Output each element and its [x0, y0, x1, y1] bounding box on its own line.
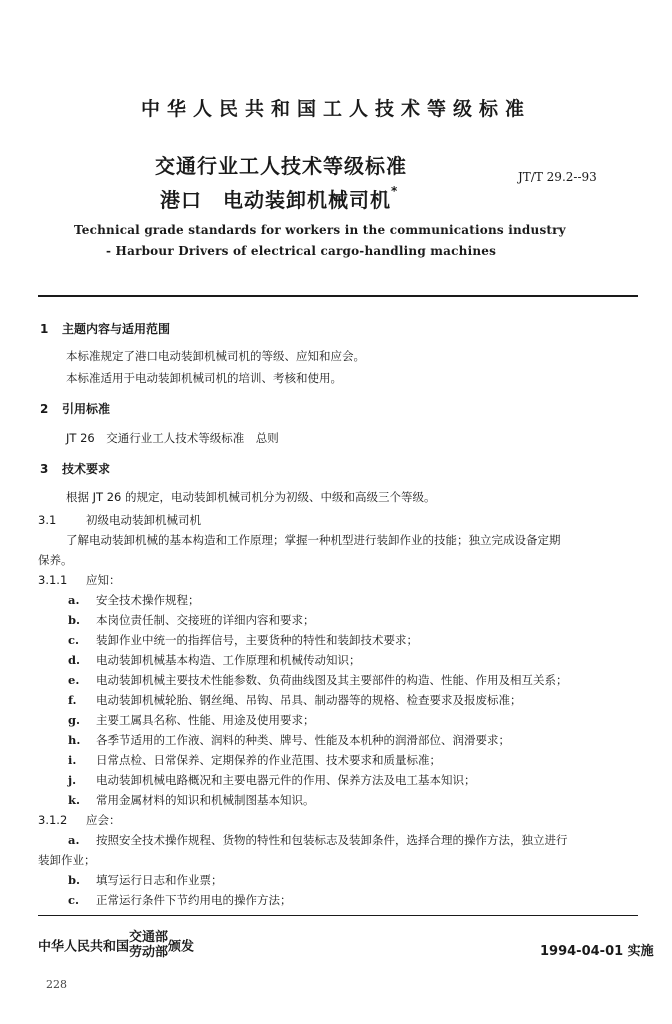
- list-letter: i.: [68, 753, 77, 767]
- list-item: [68, 692, 522, 708]
- list-item: [68, 772, 476, 788]
- list-text: 日常点检、日常保养、定期保养的作业范围、技术要求和质量标准；: [96, 753, 441, 767]
- paragraph: JT 26 交通行业工人技术等级标准 总则: [66, 431, 279, 445]
- list-item: [68, 892, 292, 908]
- list-text: 安全技术操作规程；: [96, 593, 200, 607]
- title-line-2: [160, 184, 398, 213]
- section-number: 3: [40, 462, 49, 476]
- title-line-1: 交通行业工人技术等级标准: [155, 154, 407, 178]
- list-text: 填写运行日志和作业票；: [96, 873, 223, 887]
- list-letter: f.: [68, 693, 77, 707]
- issuer-prefix: 中华人民共和国: [38, 939, 130, 955]
- list-item: [68, 672, 568, 688]
- list-item: [68, 732, 510, 748]
- list-letter: b.: [68, 613, 81, 627]
- subsection-title: 初级电动装卸机械司机: [86, 513, 201, 527]
- paragraph: 根据 JT 26 的规定，电动装卸机械司机分为初级、中级和高级三个等级。: [66, 490, 436, 504]
- list-letter: j.: [68, 773, 77, 787]
- list-letter: c.: [68, 893, 80, 907]
- list-item-continuation: [38, 852, 96, 868]
- english-title-line-2: - Harbour Drivers of electrical cargo-handling machines: [106, 244, 497, 258]
- paragraph: 本标准规定了港口电动装卸机械司机的等级、应知和应会。: [66, 349, 365, 363]
- section-number: 1: [40, 322, 49, 336]
- list-text: 装卸作业；: [38, 853, 96, 867]
- paragraph-continuation: 保养。: [38, 553, 73, 567]
- subsection-number: 3.1.1: [38, 573, 68, 587]
- subsection-number: 3.1: [38, 513, 57, 527]
- page-number: 228: [46, 978, 67, 991]
- subsection-heading-3-1-2: [38, 812, 121, 828]
- section-title: 主题内容与适用范围: [62, 322, 171, 336]
- section-title: 引用标准: [62, 402, 111, 416]
- effective-date: 1994-04-01 实施: [540, 944, 654, 959]
- list-letter: b.: [68, 873, 81, 887]
- subsection-number: 3.1.2: [38, 813, 68, 827]
- subsection-title: 应知：: [86, 573, 121, 587]
- list-item: [68, 592, 200, 608]
- subsection-heading-3-1-1: [38, 572, 121, 588]
- list-item: [68, 792, 315, 808]
- list-item: [68, 712, 315, 728]
- list-letter: g.: [68, 713, 81, 727]
- list-text: 电动装卸机械主要技术性能参数、负荷曲线图及其主要部件的构造、性能、作用及相互关系；: [96, 673, 568, 687]
- list-letter: e.: [68, 673, 80, 687]
- paragraph: 本标准适用于电动装卸机械司机的培训、考核和使用。: [66, 371, 342, 385]
- section-title: 技术要求: [62, 462, 111, 476]
- list-text: 各季节适用的工作液、润料的种类、牌号、性能及本机种的润滑部位、润滑要求；: [96, 733, 510, 747]
- list-text: 电动装卸机械基本构造、工作原理和机械传动知识；: [96, 653, 361, 667]
- subsection-title: 应会：: [86, 813, 121, 827]
- list-text: 正常运行条件下节约用电的操作方法；: [96, 893, 292, 907]
- footer-divider: [38, 915, 638, 916]
- paragraph: 了解电动装卸机械的基本构造和工作原理；掌握一种机型进行装卸作业的技能；独立完成设备定期: [66, 533, 561, 547]
- issuer-suffix: 颁发: [168, 939, 195, 955]
- list-text: 电动装卸机械电路概况和主要电器元件的作用、保养方法及电工基本知识；: [96, 773, 476, 787]
- list-item: [68, 872, 223, 888]
- section-heading-3: [40, 460, 110, 477]
- list-letter: h.: [68, 733, 81, 747]
- list-text: 按照安全技术操作规程、货物的特性和包装标志及装卸条件，选择合理的操作方法，独立进行: [96, 833, 568, 847]
- list-letter: a.: [68, 593, 80, 607]
- subsection-heading-3-1: [38, 512, 201, 528]
- list-text: 电动装卸机械轮胎、钢丝绳、吊钩、吊具、制动器等的规格、检查要求及报废标准；: [96, 693, 522, 707]
- list-item: [68, 832, 568, 848]
- title-line-2-text: 港口 电动装卸机械司机: [160, 188, 391, 212]
- list-letter: d.: [68, 653, 81, 667]
- org-1: 交通部: [129, 930, 169, 945]
- list-text: 常用金属材料的知识和机械制图基本知识。: [96, 793, 315, 807]
- list-letter: a.: [68, 833, 80, 847]
- section-heading-1: [40, 320, 170, 337]
- english-title-line-1: Technical grade standards for workers in the communications industry: [74, 223, 566, 237]
- list-item: [68, 632, 418, 648]
- list-text: 本岗位责任制、交接班的详细内容和要求；: [96, 613, 315, 627]
- list-item: [68, 752, 441, 768]
- list-letter: c.: [68, 633, 80, 647]
- title-footnote-mark: *: [391, 184, 399, 198]
- issuer: [38, 930, 194, 960]
- header-divider: [38, 295, 638, 297]
- list-text: 主要工属具名称、性能、用途及使用要求；: [96, 713, 315, 727]
- list-letter: k.: [68, 793, 80, 807]
- standard-code: JT/T 29.2--93: [518, 170, 597, 184]
- list-item: [68, 652, 361, 668]
- standard-series-header: 中华人民共和国工人技术等级标准: [140, 98, 531, 120]
- list-text: 装卸作业中统一的指挥信号，主要货种的特性和装卸技术要求；: [96, 633, 418, 647]
- section-number: 2: [40, 402, 49, 416]
- list-item: [68, 612, 315, 628]
- section-heading-2: [40, 400, 110, 417]
- org-2: 劳动部: [129, 945, 169, 960]
- issuing-orgs: [129, 930, 168, 960]
